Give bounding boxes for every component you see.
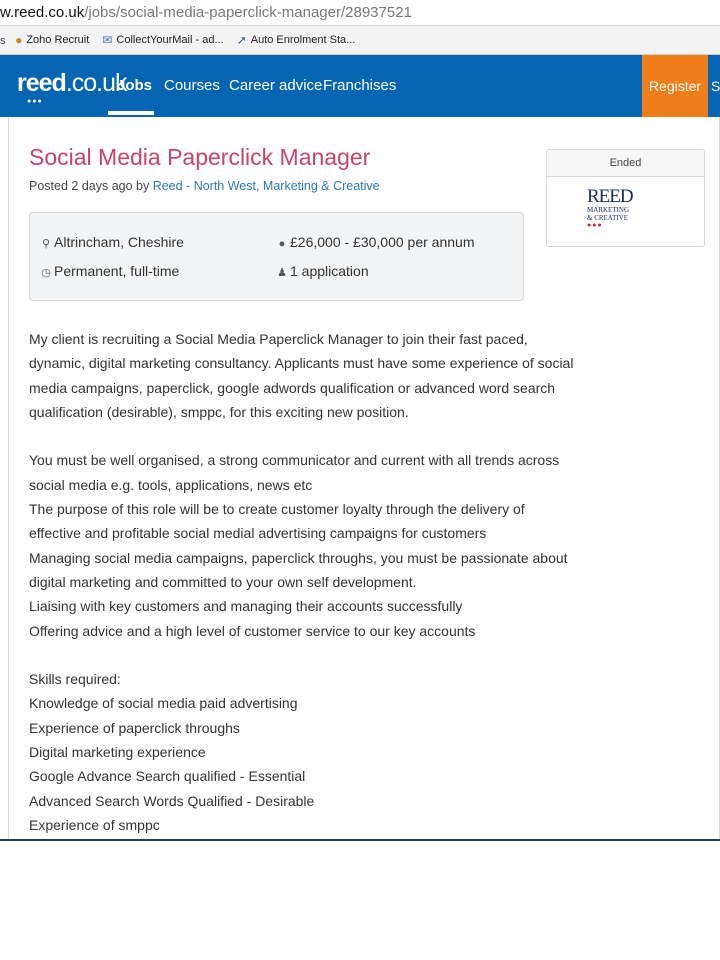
url-host: w.reed.co.uk (0, 4, 85, 21)
job-type (41, 263, 179, 279)
recruiter-logo-line1: MARKETING (587, 206, 629, 214)
job-summary-box (29, 212, 524, 301)
posted-info (29, 179, 380, 193)
description-line: You must be well organised, a strong communicator and current with all trends across (29, 452, 560, 469)
skill-item: Experience of paperclick throughs (29, 719, 240, 736)
description-line: The purpose of this role will be to create customer loyalty through the delivery of (29, 501, 525, 518)
skill-item: Google Advance Search qualified - Essential (29, 768, 306, 785)
logo-dots-icon: ●●● (27, 98, 43, 105)
description-line: Liaising with key customers and managing their accounts successfully (29, 598, 463, 615)
money-icon: ● (278, 238, 286, 250)
job-salary (277, 234, 474, 250)
bookmark-label: CollectYourMail - ad... (116, 34, 224, 46)
bookmark-collectyourmail[interactable] (102, 26, 223, 55)
recruiter-logo-big: REED (587, 186, 633, 207)
nav-edge-item[interactable]: S (708, 55, 720, 117)
bookmarks-bar (0, 26, 720, 55)
skill-item: Advanced Search Words Qualified - Desirable (29, 792, 315, 809)
paragraph-gap (29, 424, 529, 448)
enrolment-icon: ➚ (236, 33, 247, 47)
job-description (29, 327, 574, 837)
recruiter-logo[interactable] (587, 188, 647, 229)
nav-franchises[interactable]: Franchises (323, 77, 397, 94)
address-bar[interactable] (0, 0, 720, 26)
zoho-icon: ● (15, 33, 23, 47)
bookmark-label: Zoho Recruit (26, 34, 90, 46)
skill-item: Experience of smppc (29, 816, 160, 833)
description-line: effective and profitable social medial advertising campaigns for customers (29, 525, 487, 542)
nav-courses[interactable]: Courses (164, 77, 220, 94)
user-icon: ♟ (277, 267, 287, 279)
bookmark-zoho-recruit[interactable] (15, 26, 89, 55)
description-line: dynamic, digital marketing consultancy. Applicants must have some experience of social (29, 355, 574, 372)
job-status-card (546, 149, 705, 247)
clock-icon: ◷ (41, 267, 51, 279)
register-button[interactable]: Register (642, 55, 708, 117)
description-line: Offering advice and a high level of customer service to our key accounts (29, 622, 476, 639)
job-location (41, 234, 184, 250)
recruiter-link[interactable]: Reed - North West, Marketing & Creative (152, 179, 380, 193)
recruiter-logo-dots-icon: ●●● (587, 222, 603, 229)
paragraph-gap (29, 643, 529, 667)
url-path: /jobs/social-media-paperclick-manager/28937521 (84, 4, 412, 21)
location-text: Altrincham, Cheshire (54, 234, 184, 250)
salary-text: £26,000 - £30,000 per annum (290, 234, 475, 250)
active-tab-indicator (108, 111, 154, 115)
recruiter-logo-line2: & CREATIVE (587, 214, 629, 222)
bookmark-label: Auto Enrolment Sta... (250, 34, 356, 46)
posted-prefix: Posted 2 days ago by (29, 179, 153, 193)
map-pin-icon: ⚲ (41, 238, 51, 250)
type-text: Permanent, full-time (54, 263, 180, 279)
job-title: Social Media Paperclick Manager (29, 144, 371, 170)
status-badge: Ended (547, 150, 704, 177)
content-frame-bottom (0, 839, 720, 841)
job-applications (277, 263, 369, 279)
logo-bold: reed (17, 69, 66, 97)
mail-icon: ✉ (102, 33, 113, 47)
site-header (0, 55, 720, 117)
nav-career-advice[interactable]: Career advice (229, 77, 323, 94)
content-frame-left (8, 117, 9, 839)
reed-logo[interactable] (17, 68, 127, 98)
applications-text: 1 application (290, 263, 369, 279)
description-line: social media e.g. tools, applications, news etc (29, 476, 313, 493)
description-line: My client is recruiting a Social Media Paperclick Manager to join their fast paced, (29, 331, 528, 347)
nav-jobs[interactable]: Jobs (117, 77, 153, 94)
description-line: media campaigns, paperclick, google adwords qualification or advanced word search (29, 379, 556, 396)
bookmark-edge: s (0, 35, 6, 47)
description-line: Managing social media campaigns, paperclick throughs, you must be passionate about (29, 549, 568, 566)
bookmark-auto-enrolment[interactable] (237, 26, 356, 55)
description-line: qualification (desirable), smppc, for this exciting new position. (29, 403, 409, 420)
skill-item: Knowledge of social media paid advertising (29, 695, 298, 712)
logo-rest: .co.uk (65, 69, 127, 97)
skills-heading: Skills required: (29, 671, 121, 688)
skill-item: Digital marketing experience (29, 744, 206, 761)
description-line: digital marketing and committed to your own self development. (29, 573, 417, 590)
